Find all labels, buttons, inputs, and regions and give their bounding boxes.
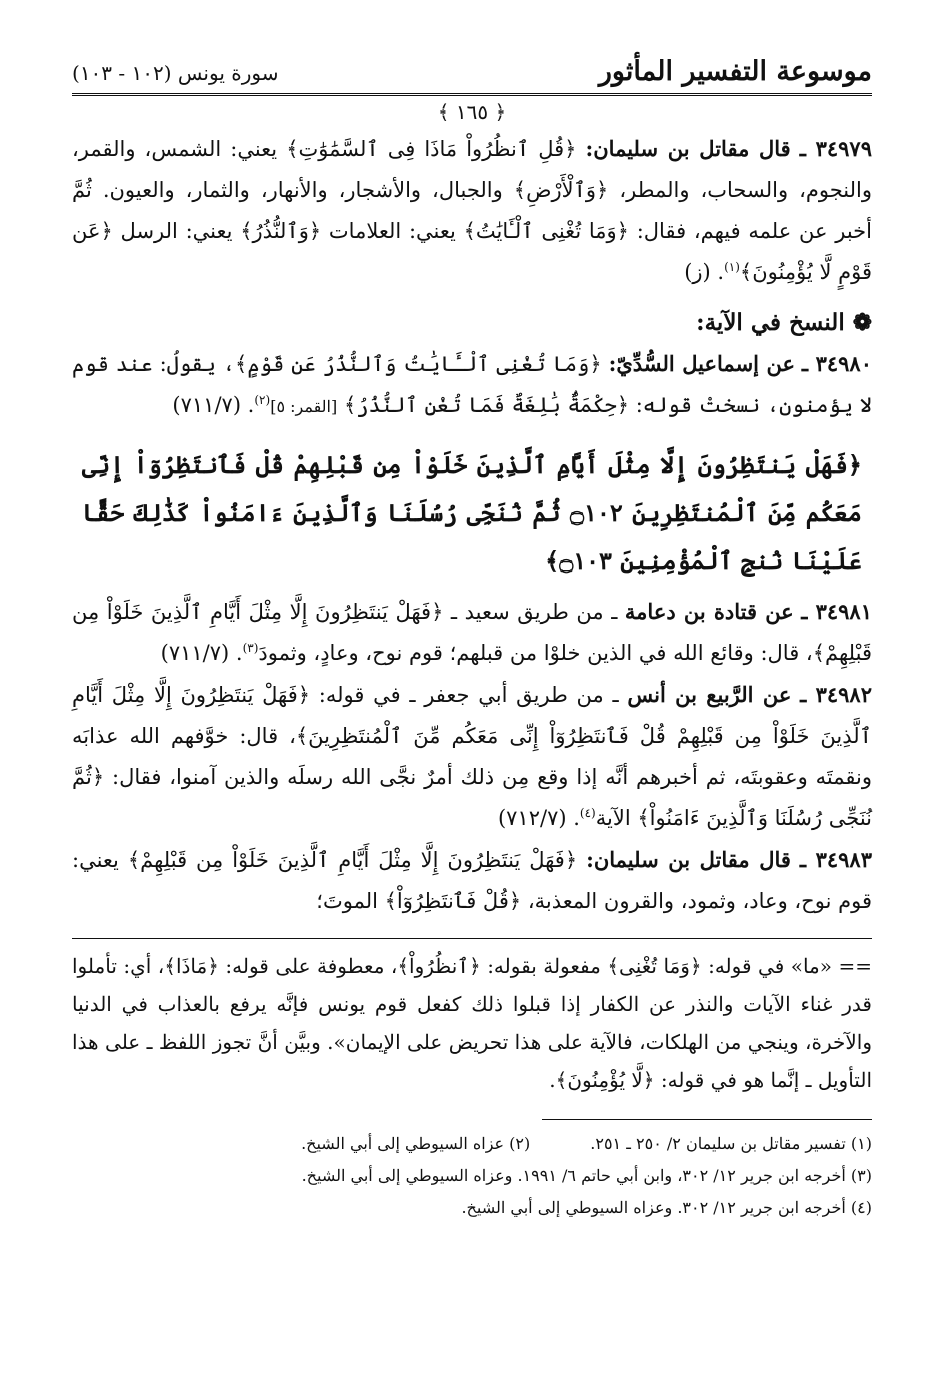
footnote-4: (٤) أخرجه ابن جرير ١٢/ ٣٠٢. وعزاه السيوطي إلى أبي الشيخ. xyxy=(461,1198,872,1217)
surah-range: سورة يونس (١٠٢ - ١٠٣) xyxy=(72,61,279,85)
narrator: قال مقاتل بن سليمان: xyxy=(585,136,791,161)
narration-text: ﴿وَمَا تُغْنِى ٱلْـَٔايَٰتُ وَٱلنُّذُرُ عَن قَوْمٍ﴾، يقولُ: عند قوم لا يؤمنون، نسختْ قوله: ﴿حِكْمَةٌۢ بَٰلِغَةٌ فَمَا تُغْنِ ٱلنُّذُرُ﴾ xyxy=(72,352,872,417)
section-heading: ❁ النسخ في الآية: xyxy=(696,309,872,336)
narrator: عن إسماعيل السُّدِّيّ: xyxy=(608,351,796,376)
narration-text: ـ من طريق أبي جعفر ـ في قوله: ﴿فَهَلْ يَنتَظِرُونَ إِلَّا مِثْلَ أَيَّامِ ٱلَّذِينَ خَلَوْاْ مِن قَبْلِهِمْ قُلْ فَٱنتَظِرُوٓاْ إِنِّى مَعَكُم مِّنَ ٱلْمُنتَظِرِينَ﴾، قال: خوَّفهم الله عذابَه ونقمتَه وعقوبتَه، ثم أخبرهم أنَّه إذا وقع مِن ذلك أمرٌ نجَّى الله رسلَه والذين آمنوا، فقال: ﴿ثُمَّ نُنَجِّى رُسُلَنَا وَٱلَّذِينَ ءَامَنُواْ﴾ الآية xyxy=(72,683,872,830)
narration-number: ٣٤٩٨٠ ـ xyxy=(801,351,872,376)
footnote-1: (١) تفسير مقاتل بن سليمان ٢/ ٢٥٠ ـ ٢٥١. xyxy=(590,1134,872,1153)
narrator: عن الرَّبيع بن أنس xyxy=(627,682,792,707)
page-number: ﴿ ١٦٥ ﴾ xyxy=(437,100,507,124)
narrator: قال مقاتل بن سليمان: xyxy=(586,847,791,872)
footnote-marker[interactable]: (٣) xyxy=(242,641,259,655)
narration-number: ٣٤٩٨١ ـ xyxy=(801,599,872,624)
footnote-marker[interactable]: (٢) xyxy=(254,393,271,407)
narration-text: ـ من طريق سعيد ـ ﴿فَهَلْ يَنتَظِرُونَ إِلَّا مِثْلَ أَيَّامِ ٱلَّذِينَ خَلَوْاْ مِن قَبْلِهِمْ﴾، قال: وقائع الله في الذين خلوْا من قبلهم؛ قوم نوح، وعادٍ، وثمودَ xyxy=(72,600,872,665)
commentary-divider xyxy=(72,938,872,939)
footnote-marker[interactable]: (١) xyxy=(724,260,740,274)
footnote-marker[interactable]: (٤) xyxy=(579,806,596,820)
narrator: عن قتادة بن دعامة xyxy=(624,599,794,624)
footnote-row xyxy=(72,1128,872,1160)
footnote-rule xyxy=(542,1119,872,1120)
page-header xyxy=(72,58,872,85)
narration-tail: . (٧١١/٧) xyxy=(172,393,255,417)
narration-tail: . (٧١٢/٧) xyxy=(497,806,580,830)
footnote-3: (٣) أخرجه ابن جرير ١٢/ ٣٠٢، وابن أبي حاتم ٦/ ١٩٩١. وعزاه السيوطي إلى أبي الشيخ. xyxy=(301,1166,872,1185)
narration-number: ٣٤٩٧٩ ـ xyxy=(799,136,872,161)
footnote-2: (٢) عزاه السيوطي إلى أبي الشيخ. xyxy=(301,1134,531,1153)
narration-tail: . (ز) xyxy=(684,260,725,284)
commentary-continuation: == «ما» في قوله: ﴿وَمَا تُغْنِى﴾ مفعولة بقوله: ﴿ٱنظُرُواْ﴾، معطوفة على قوله: ﴿مَاذَا﴾، أي: تأملوا قدر غناء الآيات والنذر عن الكفار إذا قبلوا ذلك كفعل قوم يونس فإنَّه يرفع بالعذاب في الدنيا والآخرة، وينجي من الهلكات، فالآية على هذا تحريض على الإيمان». وبيَّن أنَّ تجوز اللفظ ـ على هذا التأويل ـ إنَّما هو في قوله: ﴿لَّا يُؤْمِنُونَ﴾. xyxy=(72,954,872,1092)
narration-number: ٣٤٩٨٣ ـ xyxy=(799,847,872,872)
narration-34982 xyxy=(72,674,872,839)
narration-34979 xyxy=(72,128,872,293)
header-rule xyxy=(72,93,872,96)
narration-34980 xyxy=(72,343,872,427)
narration-tail: . (٧١١/٧) xyxy=(160,641,243,665)
narration-34981 xyxy=(72,591,872,674)
book-title: موسوعة التفسير المأثور xyxy=(598,56,872,87)
narration-34983 xyxy=(72,839,872,922)
narration-text: ﴿قُلِ ٱنظُرُواْ مَاذَا فِى ٱلسَّمَٰوَٰتِ﴾ يعني: الشمس، والقمر، والنجوم، والسحاب، والمطر، ﴿وَٱلْأَرْضِ﴾ والجبال، والأشجار، والأنهار، والثمار، والعيون. ثُمَّ أخبر عن علمه فيهم، فقال: ﴿وَمَا تُغْنِى ٱلْـَٔايَٰتُ﴾ يعني: العلامات ﴿وَٱلنُّذُرُ﴾ يعني: الرسل ﴿عَن قَوْمٍ لَّا يُؤْمِنُونَ﴾ xyxy=(72,137,872,284)
narration-text: ﴿فَهَلْ يَنتَظِرُونَ إِلَّا مِثْلَ أَيَّامِ ٱلَّذِينَ خَلَوْاْ مِن قَبْلِهِمْ﴾ يعني: قوم نوح، وعاد، وثمود، والقرون المعذبة، ﴿قُلْ فَٱنتَظِرُوٓاْ﴾ الموتَ؛ xyxy=(72,848,872,913)
page xyxy=(72,58,872,1224)
narration-number: ٣٤٩٨٢ ـ xyxy=(800,682,872,707)
verse-block: ﴿فَهَلْ يَنتَظِرُونَ إِلَّا مِثْلَ أَيَّامِ ٱلَّذِينَ خَلَوْاْ مِن قَبْلِهِمْ قُلْ فَٱنتَظِرُوٓاْ إِنِّى مَعَكُم مِّنَ ٱلْمُنتَظِرِينَ ۝١٠٢ ثُمَّ نُنَجِّى رُسُلَنَا وَٱلَّذِينَ ءَامَنُواْ كَذَٰلِكَ حَقًّا عَلَيْنَا نُنجِ ٱلْمُؤْمِنِينَ ۝١٠٣﴾ xyxy=(82,450,862,575)
footnotes xyxy=(72,1128,872,1224)
quran-reference: [القمر: ٥] xyxy=(270,397,338,416)
